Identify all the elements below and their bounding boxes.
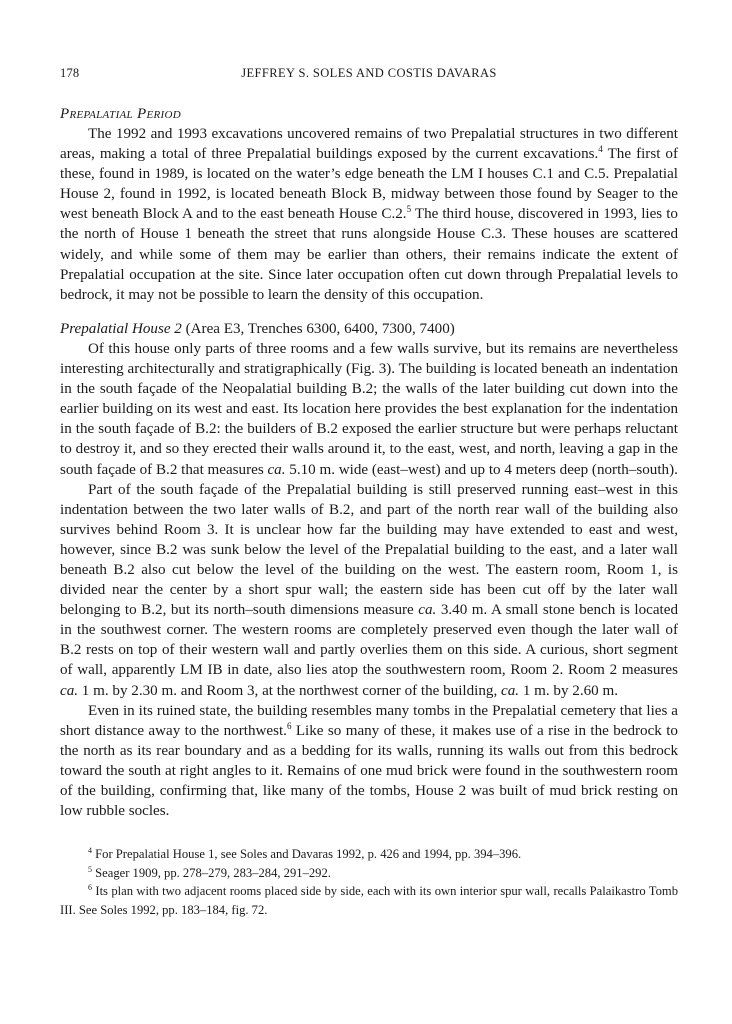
abbreviation-ca: ca. <box>267 461 286 478</box>
intro-paragraph <box>60 124 678 305</box>
footnote-text: Seager 1909, pp. 278–279, 283–284, 291–292. <box>92 865 331 880</box>
text-run: The third house, discovered in 1993, lies to the north of House 1 beneath the street that runs alongside House C.3. These houses are scattered widely, and while some of them may be earlier than others, their remains indicate the extent of Prepalatial occupation at the site. Since later occupation often cut down through Prepalatial levels to bedrock, it may not be possible to learn the density of this occupation. <box>60 206 678 303</box>
house-paragraph-1 <box>60 339 678 480</box>
house-paragraph-3 <box>60 701 678 822</box>
abbreviation-ca: ca. <box>501 682 520 699</box>
page-number: 178 <box>60 66 80 80</box>
footnote-number: 4 <box>88 846 92 856</box>
footnote-ref-6: 6 <box>286 720 292 731</box>
subsection-heading <box>60 319 678 339</box>
text-run: 1 m. by 2.30 m. and Room 3, at the northwest corner of the building, <box>78 682 502 699</box>
footnote-number: 5 <box>88 864 92 874</box>
footnote-6 <box>60 882 678 919</box>
running-head <box>60 66 678 90</box>
running-title: JEFFREY S. SOLES AND COSTIS DAVARAS <box>241 66 497 80</box>
text-run: Part of the south façade of the Prepalatial building is still preserved running east–west in this indentation between the two later walls of B.2, and part of the north rear wall of the building also survives behind Room 3. It is unclear how far the building may have extended to east and west, however, since B.2 was sunk below the level of the Prepalatial building to the east, and a later wall beneath B.2 also cut below the level of the building on the west. The eastern room, Room 1, is divided near the center by a short spur wall; the eastern side has been cut off by the later wall belonging to B.2, but its north–south dimensions measure <box>60 481 678 619</box>
footnote-5 <box>60 864 678 883</box>
subsection-title: Prepalatial House 2 <box>60 320 182 337</box>
footnote-ref-4: 4 <box>598 144 603 155</box>
footnote-text: For Prepalatial House 1, see Soles and Davaras 1992, p. 426 and 1994, pp. 394–396. <box>92 847 522 862</box>
subsection-location: (Area E3, Trenches 6300, 6400, 7300, 7400) <box>181 320 455 337</box>
text-run: 5.10 m. wide (east–west) and up to 4 meters deep (north–south). <box>285 461 678 478</box>
document-page <box>60 66 678 919</box>
abbreviation-ca: ca. <box>418 602 437 619</box>
footnote-number: 6 <box>88 883 92 893</box>
text-run: Like so many of these, it makes use of a rise in the bedrock to the north as its rear boundary and as a bedding for its walls, running its walls out from this bedrock toward the south at right angles to it. Remains of one mud brick were found in the southwestern room of the building, confirming that, like many of the tombs, House 2 was built of mud brick resting on low rubble socles. <box>60 722 678 820</box>
text-run: 3.40 m. A small stone bench is located in the southwest corner. The western rooms are completely preserved even though the later wall of B.2 rests on top of their western wall and partly overlies them on this side. A curious, short segment of wall, apparently LM IB in date, also lies atop the southwestern room, Room 2. Room 2 measures <box>60 602 678 679</box>
text-run: The first of these, found in 1989, is located on the water’s edge beneath the LM I houses C.1 and C.5. Prepalatial House 2, found in 1992, is located beneath Block B, midway between those found by Seager to the west beneath Block A and to the east beneath House C.2. <box>60 146 679 223</box>
footnote-4 <box>60 845 678 864</box>
section-heading: Prepalatial Period <box>60 106 181 122</box>
footnote-text: Its plan with two adjacent rooms placed side by side, each with its own interior spur wall, recalls Palaikastro Tomb III. See Soles 1992, pp. 183–184, fig. 72. <box>60 884 678 917</box>
footnote-ref-5: 5 <box>406 204 412 215</box>
abbreviation-ca: ca. <box>60 682 79 699</box>
house-paragraph-2 <box>60 480 678 701</box>
text-run: Of this house only parts of three rooms and a few walls survive, but its remains are nevertheless interesting architecturally and stratigraphically (Fig. 3). The building is located beneath an indentation in the south façade of the Neopalatial building B.2; the walls of the later building cut down into the earlier building on its west and east. Its location here provides the best explanation for the indentation in the south façade of B.2: the builders of B.2 exposed the earlier structure but were perhaps reluctant to destroy it, and so they erected their walls around it, to the east, west, and north, leaving a gap in the south façade of B.2 that measures <box>60 340 678 478</box>
text-run: 1 m. by 2.60 m. <box>519 682 618 699</box>
text-run: Even in its ruined state, the building resembles many tombs in the Prepalatial cemetery that lies a short distance away to the northwest. <box>60 702 678 739</box>
text-run: The 1992 and 1993 excavations uncovered remains of two Prepalatial structures in two different areas, making a total of three Prepalatial buildings exposed by the current excavations. <box>60 126 678 163</box>
footnotes <box>60 845 678 919</box>
